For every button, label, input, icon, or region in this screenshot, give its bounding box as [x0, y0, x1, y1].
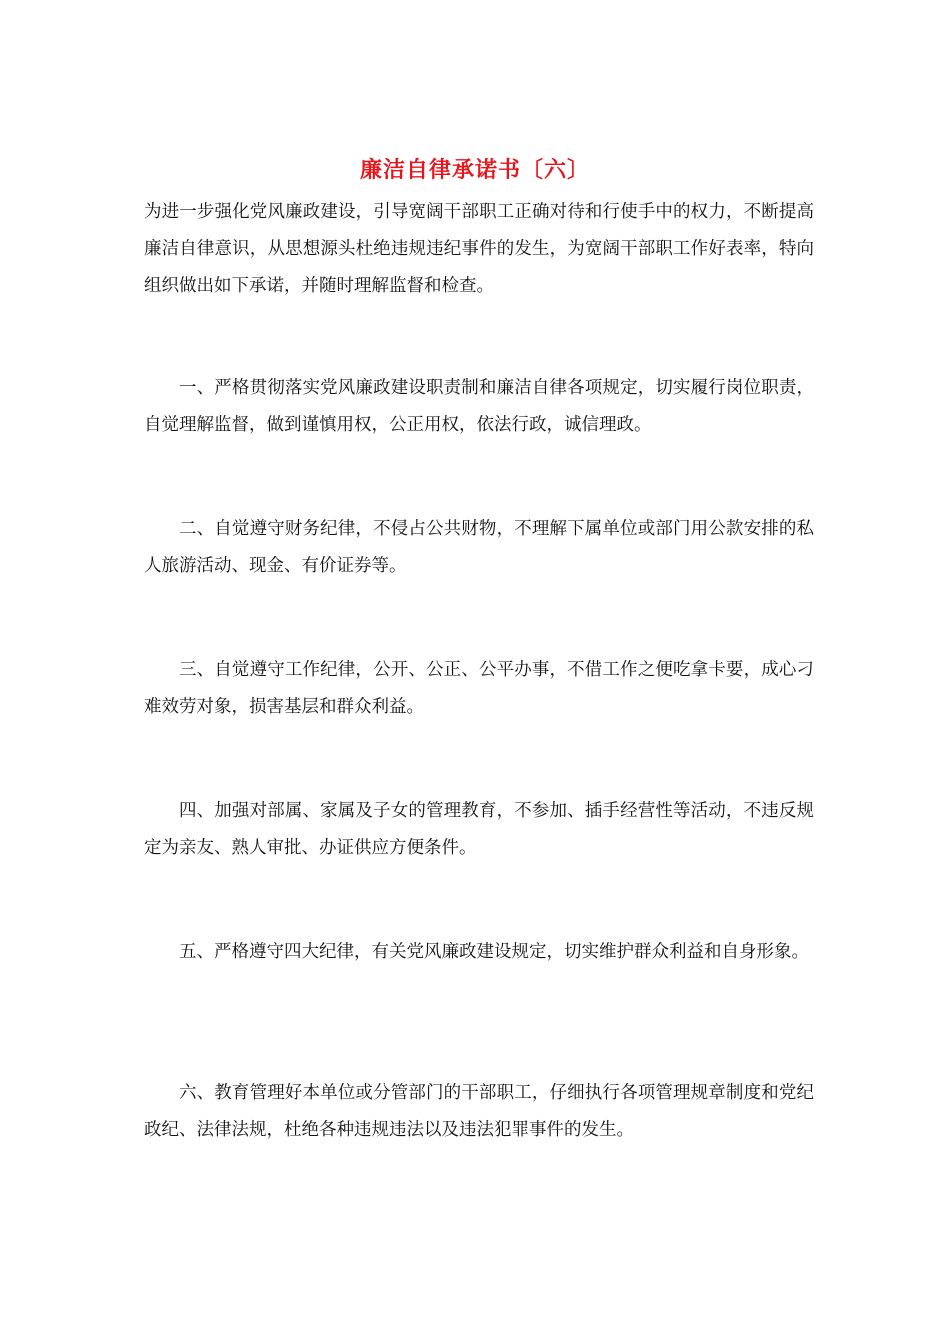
commitment-item-3: 三、自觉遵守工作纪律，公开、公正、公平办事，不借工作之便吃拿卡要，成心刁难效劳对象，损害基层和群众利益。	[144, 660, 814, 717]
intro-paragraph: 为进一步强化党风廉政建设，引导宽阔干部职工正确对待和行使手中的权力，不断提高廉洁自律意识，从思想源头杜绝违规违纪事件的发生，为宽阔干部职工作好表率，特向组织做出如下承诺，并随时理解监督和检查。	[144, 202, 814, 296]
commitment-item-5: 五、严格遵守四大纪律，有关党风廉政建设规定，切实维护群众利益和自身形象。	[179, 942, 809, 962]
commitment-item-2: 二、自觉遵守财务纪律，不侵占公共财物，不理解下属单位或部门用公款安排的私人旅游活动、现金、有价证券等。	[144, 519, 814, 576]
commitment-item-6: 六、教育管理好本单位或分管部门的干部职工，仔细执行各项管理规章制度和党纪政纪、法律法规，杜绝各种违规违法以及违法犯罪事件的发生。	[144, 1083, 814, 1140]
document-title: 廉洁自律承诺书〔六〕	[359, 157, 590, 183]
commitment-item-4: 四、加强对部属、家属及子女的管理教育，不参加、插手经营性等活动，不违反规定为亲友、熟人审批、办证供应方便条件。	[144, 801, 814, 858]
commitment-item-1: 一、严格贯彻落实党风廉政建设职责制和廉洁自律各项规定，切实履行岗位职责，自觉理解监督，做到谨慎用权，公正用权，依法行政，诚信理政。	[144, 378, 814, 435]
